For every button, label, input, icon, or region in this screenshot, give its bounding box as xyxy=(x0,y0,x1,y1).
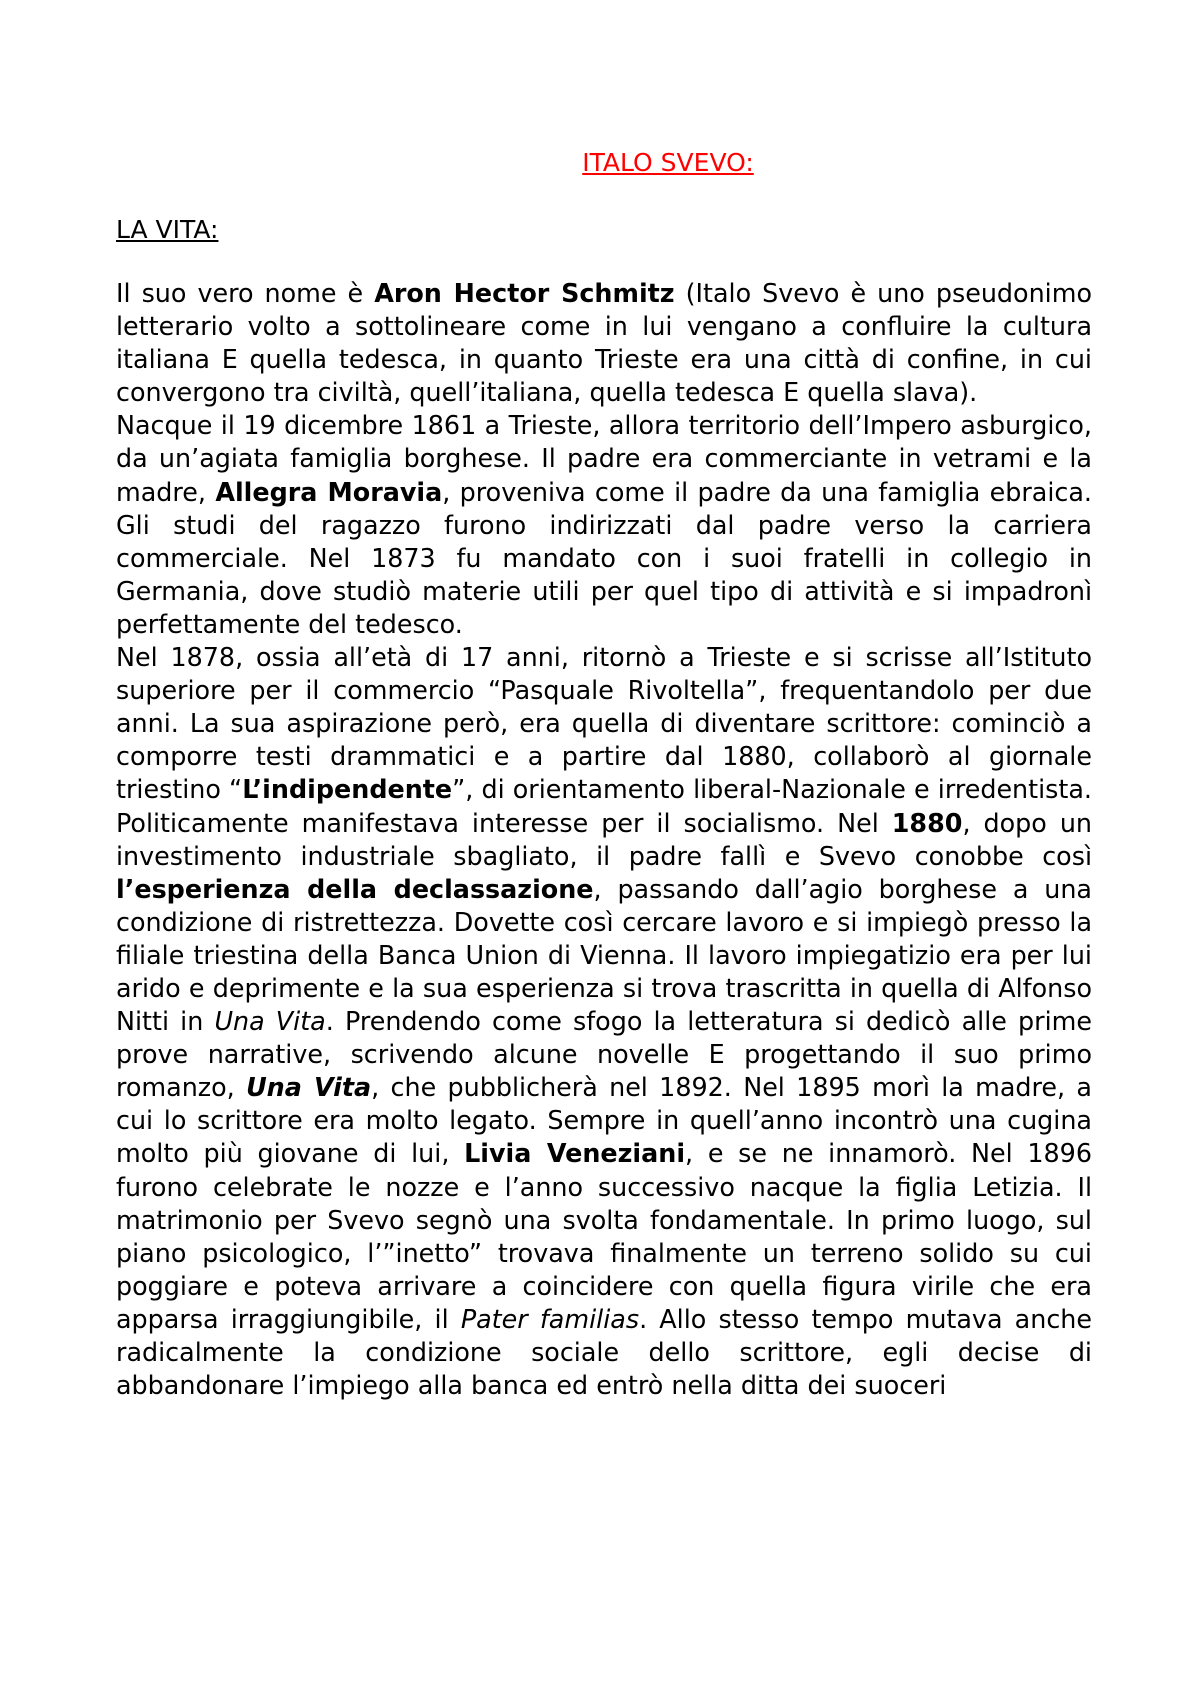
section-heading: LA VITA: xyxy=(116,215,219,244)
bold-text: Allegra Moravia xyxy=(215,476,443,507)
text-run: . Allo stesso tempo mutava anche radicalmente la condizione sociale dello scrittore, egli decise di abbandonare l’impiego alla banca ed entrò nella ditta dei suoceri xyxy=(116,1303,1093,1401)
italic-text: Pater familias xyxy=(460,1303,640,1334)
paragraph xyxy=(116,277,1092,409)
text-run: (Italo Svevo è uno pseudonimo letterario volto a sottolineare come in lui vengano a confluire la cultura italiana E quella tedesca, in quanto Trieste era una città di confine, in cui convergono tra civiltà, quell’italiana, quella tedesca E quella slava). xyxy=(116,278,1092,408)
bold-text: l’esperienza della declassazione xyxy=(116,873,594,904)
text-run: Il suo vero nome è xyxy=(116,278,375,308)
bold-text: Una Vita xyxy=(246,1072,372,1103)
text-run: , e se ne innamorò. Nel 1896 furono celebrate le nozze e l’anno successivo nacque la figlia Letizia. Il matrimonio per Svevo segnò una svolta fondamentale. In primo luogo, sul piano psicologico, l’”inetto” trovava finalmente un terreno solido su cui poggiare e poteva arrivare a coincidere con quella figura virile che era apparsa irraggiungibile, il xyxy=(116,1138,1092,1334)
text-run: Nacque il 19 dicembre 1861 a Trieste, allora territorio dell’Impero asburgico, da un’agiata famiglia borghese. Il padre era commerciante in vetrami e la madre, xyxy=(116,410,1092,507)
bold-text: L’indipendente xyxy=(242,774,453,805)
body-text xyxy=(116,277,1092,1402)
text-run: Nel 1878, ossia all’età di 17 anni, ritornò a Trieste e si scrisse all’Istituto superiore per il commercio “Pasquale Rivoltella”, frequentandolo per due anni. La sua aspirazione però, era quella di diventare scrittore: cominciò a comporre testi drammatici e a partire dal 1880, collaborò al giornale triestino “ xyxy=(116,642,1092,805)
text-run: , proveniva come il padre da una famiglia ebraica. Gli studi del ragazzo furono indirizzati dal padre verso la carriera commerciale. Nel 1873 fu mandato con i suoi fratelli in collegio in Germania, dove studiò materie utili per quel tipo di attività e si impadronì perfettamente del tedesco. xyxy=(116,476,1092,639)
text-run: ”, di orientamento liberal-Nazionale e irredentista. Politicamente manifestava interesse per il socialismo. Nel xyxy=(116,774,1092,838)
bold-text: Aron Hector Schmitz xyxy=(374,278,675,308)
text-run: , dopo un investimento industriale sbagliato, il padre fallì e Svevo conobbe così xyxy=(116,807,1092,871)
text-run: , che pubblicherà nel 1892. Nel 1895 morì la madre, a cui lo scrittore era molto legato. Sempre in quell’anno incontrò una cugina molto più giovane di lui, xyxy=(116,1072,1092,1169)
paragraph xyxy=(116,409,1092,641)
paragraph xyxy=(116,641,1092,1402)
bold-text: 1880 xyxy=(891,807,963,838)
document-title: ITALO SVEVO: xyxy=(582,148,754,177)
text-run: , passando dall’agio borghese a una condizione di ristrettezza. Dovette così cercare lavoro e si impiegò presso la filiale triestina della Banca Union di Vienna. Il lavoro impiegatizio era per lui arido e deprimente e la sua esperienza si trova trascritta in quella di Alfonso Nitti in xyxy=(116,873,1092,1037)
text-run: . Prendendo come sfogo la letteratura si dedicò alle prime prove narrative, scrivendo alcune novelle E progettando il suo primo romanzo, xyxy=(116,1006,1092,1103)
italic-text: Una Vita xyxy=(214,1006,326,1037)
bold-text: Livia Veneziani xyxy=(464,1138,686,1169)
